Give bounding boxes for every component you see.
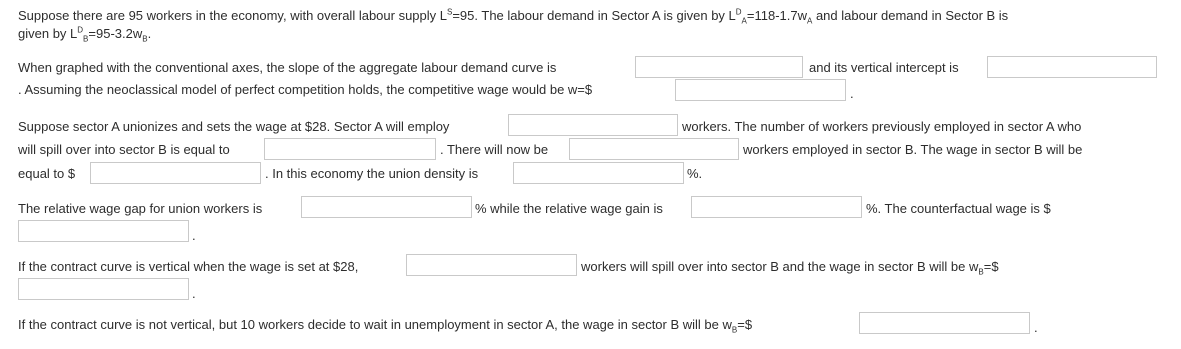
- workers-label: workers. The number of workers previously employed in sector A who: [682, 119, 1082, 134]
- percent-label: %.: [687, 166, 703, 181]
- intro-line-2: given by $L^D_B=95-3.2w_B$.: [18, 25, 152, 44]
- vertical-spill-input[interactable]: [406, 254, 577, 276]
- wage-b-input[interactable]: [90, 162, 261, 184]
- union-density-input[interactable]: [513, 162, 684, 184]
- slope-input[interactable]: [635, 56, 803, 78]
- competitive-wage-input[interactable]: [675, 79, 846, 101]
- period: .: [850, 86, 854, 101]
- union-employ-input[interactable]: [508, 114, 678, 136]
- counterfactual-wage-input[interactable]: [18, 220, 189, 242]
- union-density-label: . In this economy the union density is: [265, 166, 479, 181]
- unemployment-wage-b-input[interactable]: [859, 312, 1030, 334]
- vertical-wage-b-input[interactable]: [18, 278, 189, 300]
- competitive-wage-label: . Assuming the neoclassical model of perfect competition holds, the competitive wage would be w=$: [18, 82, 593, 97]
- non-vertical-contract-label: If the contract curve is not vertical, but 10 workers decide to wait in unemployment in sector A, the wage in sector B will be $w_B=\$$: [18, 317, 753, 335]
- spillover-label: will spill over into sector B is equal to: [18, 142, 230, 157]
- intro-line-1: Suppose there are 95 workers in the economy, with overall labour supply $L^S=95$. The labour demand in Sector A is given by $L^D_A=118-1.7w_A$ and labour demand in Sector B is: [18, 7, 1009, 26]
- spillover-input[interactable]: [264, 138, 436, 160]
- union-employ-label: Suppose sector A unionizes and sets the wage at $28. Sector A will employ: [18, 119, 450, 134]
- vertical-spill-label: workers will spill over into sector B and the wage in sector B will be $w_B=\$$: [581, 259, 999, 277]
- intercept-label: and its vertical intercept is: [809, 60, 959, 75]
- now-be-label: . There will now be: [440, 142, 549, 157]
- counterfactual-label: %. The counterfactual wage is $: [866, 201, 1051, 216]
- employed-b-input[interactable]: [569, 138, 739, 160]
- wage-b-label: equal to $: [18, 166, 76, 181]
- wage-gap-input[interactable]: [301, 196, 472, 218]
- wage-gain-input[interactable]: [691, 196, 862, 218]
- slope-label: When graphed with the conventional axes, the slope of the aggregate labour demand curve is: [18, 60, 557, 75]
- period: .: [192, 228, 196, 243]
- period: .: [1034, 320, 1038, 335]
- employed-b-label: workers employed in sector B. The wage in sector B will be: [743, 142, 1083, 157]
- intercept-input[interactable]: [987, 56, 1157, 78]
- wage-gain-label: % while the relative wage gain is: [475, 201, 663, 216]
- vertical-contract-label: If the contract curve is vertical when the wage is set at $28,: [18, 259, 359, 274]
- wage-gap-label: The relative wage gap for union workers is: [18, 201, 263, 216]
- period: .: [192, 286, 196, 301]
